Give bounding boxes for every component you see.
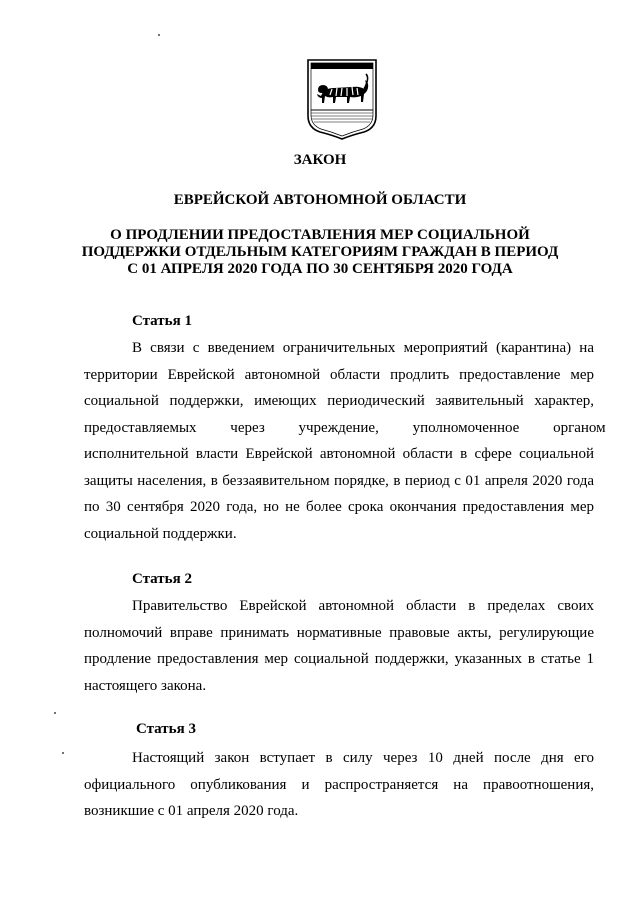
- article-2-line: Правительство Еврейской автономной области в пределах своих: [132, 598, 594, 614]
- article-2-line: полномочий вправе принимать нормативные правовые акты, регулирующие: [84, 624, 594, 641]
- article-1-line: исполнительной власти Еврейской автономной области в сфере социальной: [84, 446, 594, 462]
- law-title-line: ПОДДЕРЖКИ ОТДЕЛЬНЫМ КАТЕГОРИЯМ ГРАЖДАН В ПЕРИОД: [81, 244, 559, 260]
- article-1-line: территории Еврейской автономной области продлить предоставление мер: [84, 366, 594, 383]
- article-1-line: по 30 сентября 2020 года, но не более срока окончания предоставления мер: [84, 499, 594, 515]
- article-3-line: официального опубликования и распространяется на правоотношения,: [84, 776, 594, 793]
- region-heading: ЕВРЕЙСКОЙ АВТОНОМНОЙ ОБЛАСТИ: [173, 192, 467, 208]
- scan-speck: [62, 752, 64, 754]
- law-title-line: О ПРОДЛЕНИИ ПРЕДОСТАВЛЕНИЯ МЕР СОЦИАЛЬНОЙ: [110, 227, 530, 243]
- article-2-heading: Статья 2: [132, 571, 192, 587]
- document-type-heading: ЗАКОН: [293, 152, 347, 168]
- article-1-line: защиты населения, в беззаявительном порядке, в период с 01 апреля 2020 года: [84, 472, 594, 489]
- article-3-text: [84, 745, 594, 825]
- article-1-line: социальной поддержки.: [84, 525, 237, 542]
- article-1-text: [84, 335, 606, 547]
- article-3-heading: Статья 3: [136, 721, 196, 737]
- coat-of-arms-emblem: [306, 58, 378, 140]
- scan-speck: [54, 712, 56, 714]
- article-2-text: [84, 593, 594, 699]
- article-2-line: продление предоставления мер социальной поддержки, указанных в статье 1: [84, 651, 594, 667]
- article-1-line: предоставляемых через учреждение, уполномоченное органом: [84, 419, 606, 436]
- law-title: [0, 227, 640, 278]
- article-1-heading: Статья 1: [132, 313, 192, 329]
- article-1-line: В связи с введением ограничительных мероприятий (карантина) на: [132, 340, 594, 356]
- article-1-line: социальной поддержки, имеющих периодический заявительный характер,: [84, 393, 594, 409]
- scan-speck: [158, 34, 160, 36]
- article-3-line: Настоящий закон вступает в силу через 10 дней после дня его: [132, 750, 594, 766]
- law-title-line: С 01 АПРЕЛЯ 2020 ГОДА ПО 30 СЕНТЯБРЯ 2020 ГОДА: [127, 261, 513, 277]
- article-2-line: настоящего закона.: [84, 677, 207, 694]
- article-3-line: возникшие с 01 апреля 2020 года.: [84, 803, 299, 819]
